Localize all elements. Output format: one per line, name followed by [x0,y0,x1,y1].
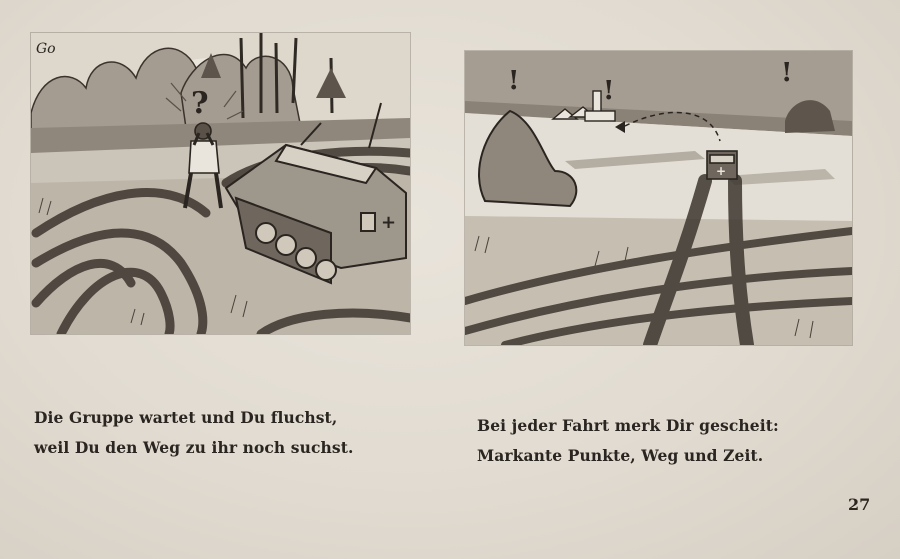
caption-right-line-2: Markante Punkte, Weg und Zeit. [477,446,764,465]
illustration-left-drawing [31,33,410,334]
caption-left-line-1: Die Gruppe wartet und Du fluchst, [34,408,338,427]
page-number: 27 [848,495,871,514]
question-mark-symbol: ? [191,86,209,121]
exclamation-symbol-1: ! [508,66,520,96]
caption-left [34,403,353,463]
vehicle-rear-view [707,151,737,179]
illustration-right [465,51,852,345]
caption-left-line-2: weil Du den Weg zu ihr noch suchst. [34,438,354,457]
illustration-left [31,33,410,334]
svg-text:+: + [716,164,727,178]
caption-right-line-1: Bei jeder Fahrt merk Dir gescheit: [477,416,779,435]
caption-right [477,411,779,471]
illustration-right-drawing [465,51,852,345]
exclamation-symbol-2: ! [603,76,615,106]
exclamation-symbol-3: ! [781,58,793,88]
svg-text:+: + [381,212,397,233]
artist-signature: Go [36,41,56,57]
